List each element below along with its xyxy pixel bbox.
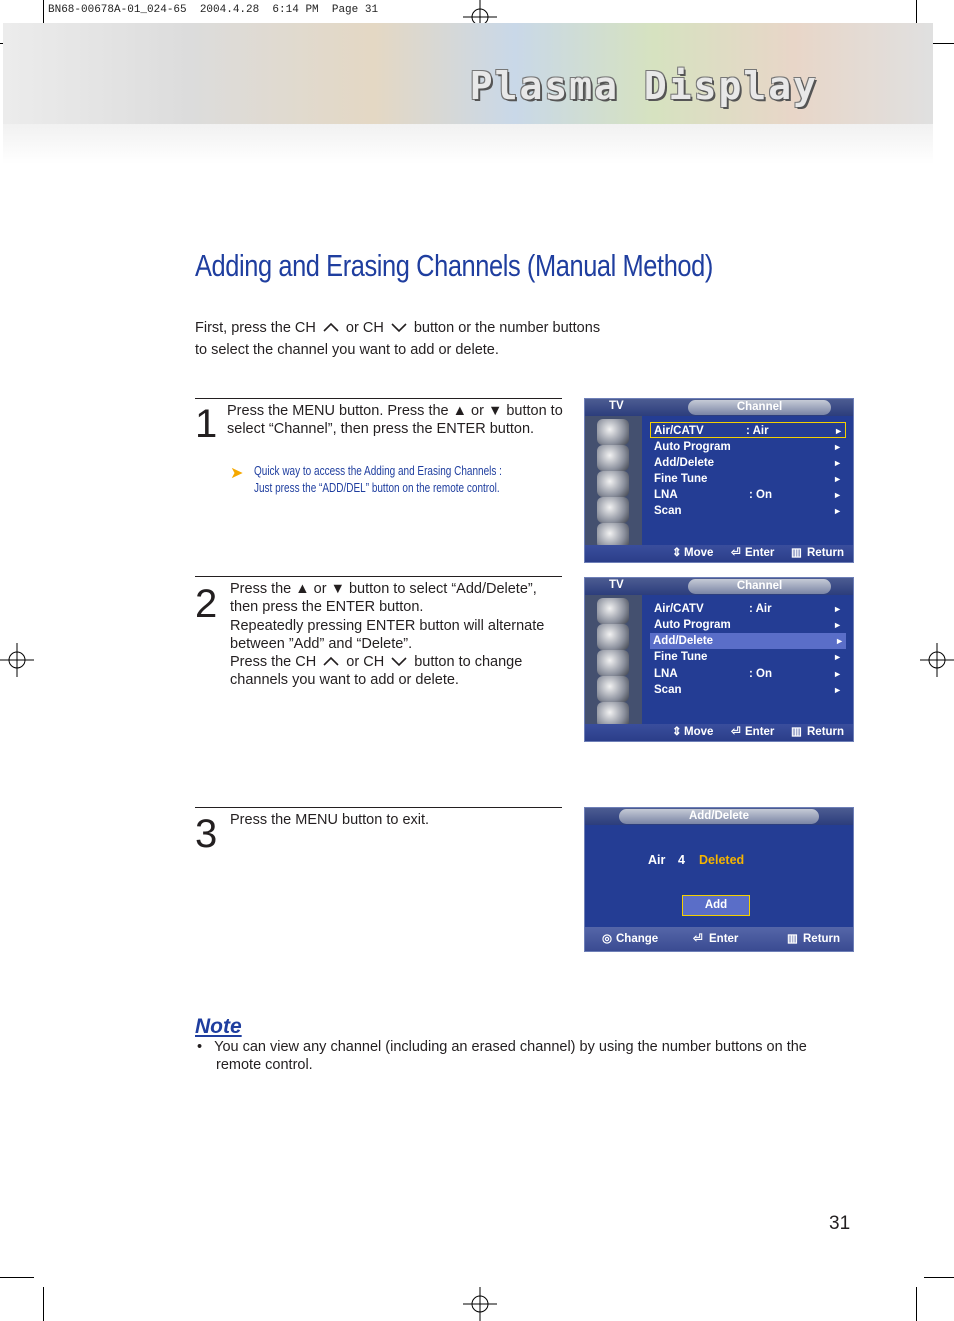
step-divider: [195, 398, 562, 399]
osd-item-air-catv[interactable]: [654, 601, 844, 617]
osd-sidebar: [585, 416, 642, 545]
arrow-right-icon: ►: [833, 685, 842, 695]
osd-item-value: : Air: [746, 425, 769, 437]
arrow-right-icon: ►: [833, 620, 842, 630]
arrow-right-icon: ►: [833, 604, 842, 614]
step-2-ch-line: [230, 653, 565, 671]
step-number-3: 3: [195, 812, 218, 856]
step-2-text: [230, 580, 565, 690]
step-1-line: Press the MENU button. Press the ▲ or ▼ button to: [227, 403, 563, 419]
osd-item-scan[interactable]: [654, 503, 844, 519]
osd-sidebar: [585, 595, 642, 724]
crop-mark: [0, 1277, 34, 1278]
osd-source: Air: [648, 853, 666, 867]
registration-mark-icon: [0, 643, 34, 677]
step-2-line: Repeatedly pressing ENTER button will alternate: [230, 617, 545, 634]
crop-mark: [43, 1287, 44, 1321]
osd-tv-label: TV: [609, 400, 624, 412]
banner-title: Plasma Display: [469, 64, 818, 108]
osd-item-label: Fine Tune: [654, 473, 708, 485]
intro-part2: or CH: [345, 320, 384, 336]
enter-icon: ⏎: [731, 726, 741, 738]
step-3-text: Press the MENU button to exit.: [230, 812, 430, 828]
tip-line: Just press the “ADD/DEL” button on the remote control.: [254, 481, 500, 495]
print-slug: BN68-00678A-01_024-65 2004.4.28 6:14 PM Page 31: [48, 4, 379, 16]
osd-footer: [585, 927, 853, 951]
osd-item-label: Air/CATV: [654, 603, 704, 615]
picture-icon: [597, 419, 629, 445]
return-icon: ▥: [791, 547, 802, 559]
arrow-right-icon: ►: [833, 442, 842, 452]
osd-channel-menu: [584, 577, 854, 742]
osd-item-add-delete[interactable]: [654, 455, 844, 471]
osd-add-delete: [584, 807, 854, 952]
arrow-right-icon: ►: [834, 426, 843, 436]
enter-icon: ⏎: [731, 547, 741, 559]
registration-mark-icon: [463, 1287, 497, 1321]
setup-icon: [597, 497, 629, 523]
crop-mark: [924, 1277, 954, 1278]
osd-item-label: LNA: [654, 668, 678, 680]
tip-arrow-icon: ➤: [230, 465, 244, 482]
intro-text: [195, 317, 615, 361]
arrow-right-icon: ►: [833, 506, 842, 516]
arrow-right-icon: ►: [833, 474, 842, 484]
chevron-up-icon: [320, 654, 342, 668]
osd-channel-number: 4: [678, 853, 685, 867]
chevron-up-icon: [320, 320, 342, 334]
note-line: You can view any channel (including an erased channel) by using the number buttons on the: [214, 1039, 807, 1055]
step-divider: [195, 807, 562, 808]
step-number-1: 1: [195, 402, 218, 446]
osd-footer-enter: Enter: [745, 547, 775, 559]
arrow-right-icon: ►: [835, 636, 844, 646]
osd-item-value: : Air: [749, 603, 772, 615]
osd-footer-move: Move: [684, 726, 714, 738]
sound-icon: [597, 445, 629, 471]
osd-item-label: LNA: [654, 489, 678, 501]
intro-part1: First, press the CH: [195, 320, 316, 336]
setup-icon: [597, 676, 629, 702]
osd-status: Deleted: [699, 853, 745, 867]
osd-footer-enter: Enter: [745, 726, 775, 738]
intro-line2: to select the channel you want to add or delete.: [195, 342, 499, 358]
osd-item-auto-program[interactable]: [654, 439, 844, 455]
step-2-line: channels you want to add or delete.: [230, 672, 459, 689]
note-title: Note: [195, 1015, 242, 1038]
osd-item-lna[interactable]: [654, 487, 844, 503]
add-button[interactable]: Add: [682, 895, 750, 916]
registration-mark-icon: [920, 643, 954, 677]
bullet: •: [197, 1039, 203, 1055]
chevron-down-icon: [388, 654, 410, 668]
arrow-right-icon: ►: [833, 652, 842, 662]
osd-item-label: Fine Tune: [654, 651, 708, 663]
move-icon: ⇕: [672, 726, 682, 738]
osd-item-label: Scan: [654, 684, 682, 696]
osd-item-label: Auto Program: [654, 441, 731, 453]
arrow-right-icon: ►: [833, 490, 842, 500]
osd-item-value: : On: [749, 489, 772, 501]
step-1-text: [227, 402, 567, 439]
return-icon: ▥: [787, 933, 798, 945]
step-divider: [195, 576, 562, 577]
step-2-line: then press the ENTER button.: [230, 599, 424, 616]
intro-part3: button or the number buttons: [413, 320, 601, 336]
osd-header: [585, 578, 853, 595]
osd-header: [585, 808, 853, 825]
sound-icon: [597, 624, 629, 650]
osd-item-label: Air/CATV: [654, 425, 704, 437]
osd-footer-enter: Enter: [709, 933, 739, 945]
chevron-down-icon: [388, 320, 410, 334]
osd-item-label: Auto Program: [654, 619, 731, 631]
note-line: remote control.: [216, 1057, 313, 1074]
note-text: [197, 1038, 837, 1075]
channel-icon: [597, 650, 629, 676]
ch-part1: Press the CH: [230, 654, 317, 671]
osd-title: Channel: [688, 400, 831, 415]
osd-item-fine-tune[interactable]: [654, 649, 844, 665]
ch-part3: button to change: [414, 654, 523, 671]
step-number-2: 2: [195, 582, 218, 626]
arrow-right-icon: ►: [833, 458, 842, 468]
page-number: 31: [829, 1213, 851, 1234]
picture-icon: [597, 598, 629, 624]
osd-tv-label: TV: [609, 579, 624, 591]
osd-item-add-delete[interactable]: [650, 633, 846, 649]
osd-footer: [585, 724, 853, 741]
change-icon: ◎: [602, 933, 613, 945]
step-2-line: between ”Add” and “Delete”.: [230, 635, 413, 652]
osd-footer-return: Return: [807, 547, 845, 559]
channel-icon: [597, 471, 629, 497]
page-title: Adding and Erasing Channels (Manual Method): [195, 248, 713, 283]
arrow-right-icon: ►: [833, 669, 842, 679]
step-2-line: Press the ▲ or ▼ button to select “Add/Delete”,: [230, 581, 537, 597]
osd-footer: [585, 545, 853, 562]
ch-part2: or CH: [346, 654, 385, 671]
osd-channel-menu: [584, 398, 854, 563]
header-banner-fade: [3, 124, 933, 164]
osd-footer-return: Return: [807, 726, 845, 738]
osd-item-label: Add/Delete: [654, 457, 715, 469]
step-1-line: select “Channel”, then press the ENTER button.: [227, 421, 535, 438]
tip-line: Quick way to access the Adding and Erasing Channels :: [254, 464, 502, 478]
osd-item-fine-tune[interactable]: [654, 471, 844, 487]
crop-mark: [916, 1287, 917, 1321]
enter-icon: ⏎: [693, 933, 703, 945]
osd-item-air-catv[interactable]: [650, 422, 846, 438]
osd-title: Channel: [688, 579, 831, 594]
osd-item-auto-program[interactable]: [654, 617, 844, 633]
osd-item-value: : On: [749, 668, 772, 680]
osd-footer-change: Change: [616, 933, 659, 945]
osd-item-scan[interactable]: [654, 682, 844, 698]
osd-footer-move: Move: [684, 547, 714, 559]
return-icon: ▥: [791, 726, 802, 738]
move-icon: ⇕: [672, 547, 682, 559]
osd-item-label: Scan: [654, 505, 682, 517]
osd-item-label: Add/Delete: [653, 635, 714, 647]
osd-title: Add/Delete: [619, 809, 819, 824]
osd-item-lna[interactable]: [654, 666, 844, 682]
quick-tip: [254, 463, 502, 497]
osd-header: [585, 399, 853, 416]
osd-footer-return: Return: [803, 933, 841, 945]
